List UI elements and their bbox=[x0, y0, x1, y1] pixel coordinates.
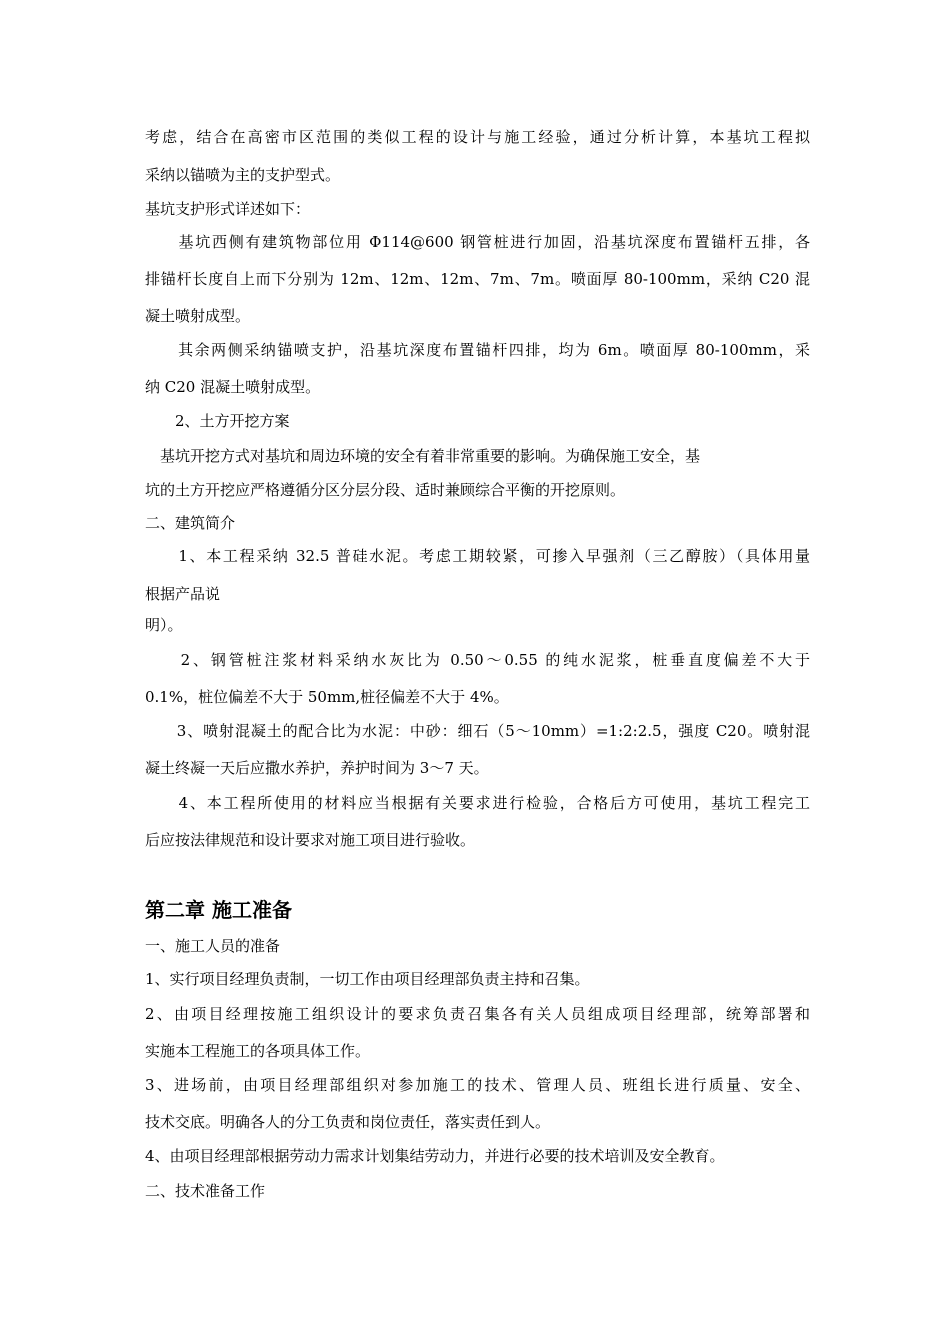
section-heading: 一、施工人员的准备 bbox=[145, 937, 281, 955]
paragraph-line: 采纳以锚喷为主的支护型式。 bbox=[145, 166, 341, 184]
paragraph-line: 排锚杆长度自上而下分别为 12m、12m、12m、7m、7m。喷面厚 80-100mm，采纳 C20 混 bbox=[145, 270, 810, 288]
paragraph-line: 4、本工程所使用的材料应当根据有关要求进行检验，合格后方可使用，基坑工程完工 bbox=[145, 794, 810, 812]
paragraph-line: 凝土喷射成型。 bbox=[145, 307, 251, 325]
paragraph-line: 考虑，结合在高密市区范围的类似工程的设计与施工经验，通过分析计算，本基坑工程拟 bbox=[145, 128, 810, 146]
paragraph-line: 技术交底。明确各人的分工负责和岗位责任，落实责任到人。 bbox=[145, 1113, 551, 1131]
paragraph-line: 1、本工程采纳 32.5 普硅水泥。考虑工期较紧，可掺入早强剂（三乙醇胺）（具体用量 bbox=[145, 547, 810, 565]
paragraph-line: 纳 C20 混凝土喷射成型。 bbox=[145, 378, 321, 396]
paragraph-line: 根据产品说 bbox=[145, 585, 221, 603]
paragraph-line: 明）。 bbox=[145, 616, 183, 634]
paragraph-line: 基坑开挖方式对基坑和周边环境的安全有着非常重要的影响。为确保施工安全，基 bbox=[145, 447, 701, 465]
section-heading: 2、土方开挖方案 bbox=[145, 412, 290, 430]
paragraph-line: 2、由项目经理按施工组织设计的要求负责召集各有关人员组成项目经理部，统筹部署和 bbox=[145, 1005, 810, 1023]
section-heading: 二、技术准备工作 bbox=[145, 1182, 266, 1200]
paragraph-line: 其余两侧采纳锚喷支护，沿基坑深度布置锚杆四排，均为 6m。喷面厚 80-100mm，采 bbox=[145, 341, 810, 359]
paragraph-line: 0.1%，桩位偏差不大于 50mm,桩径偏差不大于 4%。 bbox=[145, 688, 509, 706]
paragraph-line: 基坑支护形式详述如下： bbox=[145, 200, 311, 218]
paragraph-line: 坑的土方开挖应严格遵循分区分层分段、适时兼顾综合平衡的开挖原则。 bbox=[145, 481, 626, 499]
section-heading: 二、建筑简介 bbox=[145, 514, 236, 532]
paragraph-line: 基坑西侧有建筑物部位用 Φ114@600 钢管桩进行加固，沿基坑深度布置锚杆五排，各 bbox=[145, 233, 810, 251]
paragraph-line: 1、实行项目经理负责制，一切工作由项目经理部负责主持和召集。 bbox=[145, 970, 590, 988]
paragraph-line: 后应按法律规范和设计要求对施工项目进行验收。 bbox=[145, 831, 476, 849]
paragraph-line: 3、进场前，由项目经理部组织对参加施工的技术、管理人员、班组长进行质量、安全、 bbox=[145, 1076, 810, 1094]
paragraph-line: 凝土终凝一天后应撒水养护，养护时间为 3～7 天。 bbox=[145, 759, 489, 777]
chapter-title: 第二章 施工准备 bbox=[145, 898, 292, 922]
paragraph-line: 4、由项目经理部根据劳动力需求计划集结劳动力，并进行必要的技术培训及安全教育。 bbox=[145, 1147, 725, 1165]
paragraph-line: 2、钢管桩注浆材料采纳水灰比为 0.50～0.55 的纯水泥浆，桩垂直度偏差不大于 bbox=[145, 651, 810, 669]
paragraph-line: 实施本工程施工的各项具体工作。 bbox=[145, 1042, 371, 1060]
paragraph-line: 3、喷射混凝土的配合比为水泥：中砂：细石（5～10mm）=1:2:2.5，强度 C20。喷射混 bbox=[145, 722, 810, 740]
